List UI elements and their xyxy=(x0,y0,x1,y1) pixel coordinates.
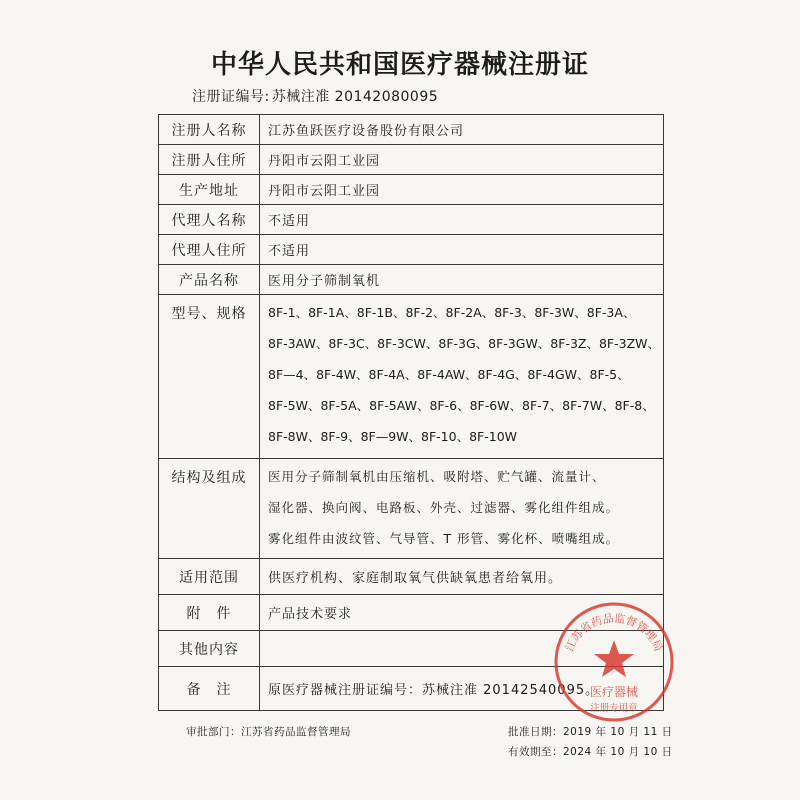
registration-number-label: 注册证编号: xyxy=(192,89,270,105)
row-label-attachment: 附 件 xyxy=(159,595,260,631)
model-line: 8F-1、8F-1A、8F-1B、8F-2、8F-2A、8F-3、8F-3W、8F-3A、 xyxy=(268,305,636,320)
seal-bottom-text: 注册专用章 xyxy=(590,703,638,714)
table-row xyxy=(159,459,664,559)
approval-department: 审批部门：江苏省药品监督管理局 xyxy=(186,726,351,738)
row-label-structure: 结构及组成 xyxy=(159,459,260,559)
table-row xyxy=(159,205,664,235)
document-title: 中华人民共和国医疗器械注册证 xyxy=(210,50,589,80)
row-label-registrant-address: 注册人住所 xyxy=(159,145,260,175)
model-line: 8F—4、8F-4W、8F-4A、8F-4AW、8F-4G、8F-4GW、8F-5、 xyxy=(268,367,630,382)
table-row xyxy=(159,295,664,459)
table-row xyxy=(159,145,664,175)
model-line: 8F-5W、8F-5A、8F-5AW、8F-6、8F-6W、8F-7、8F-7W、8F-8、 xyxy=(268,398,655,413)
row-value-structure xyxy=(260,459,664,559)
structure-line: 湿化器、换向阀、电路板、外壳、过滤器、雾化组件组成。 xyxy=(268,500,620,515)
row-label-agent-name: 代理人名称 xyxy=(159,205,260,235)
row-value-agent-name: 不适用 xyxy=(260,205,664,235)
table-row xyxy=(159,115,664,145)
model-line: 8F-8W、8F-9、8F—9W、8F-10、8F-10W xyxy=(268,429,518,444)
table-row xyxy=(159,175,664,205)
row-label-models: 型号、规格 xyxy=(159,295,260,459)
table-row xyxy=(159,667,664,711)
certificate-table xyxy=(158,114,664,711)
table-row xyxy=(159,235,664,265)
seal-middle-text: 医疗器械 xyxy=(589,685,639,699)
row-value-scope: 供医疗机构、家庭制取氧气供缺氧患者给氧用。 xyxy=(260,559,664,595)
row-value-production-address: 丹阳市云阳工业园 xyxy=(260,175,664,205)
table-row xyxy=(159,265,664,295)
structure-line: 雾化组件由波纹管、气导管、T 形管、雾化杯、喷嘴组成。 xyxy=(268,531,620,546)
row-label-registrant-name: 注册人名称 xyxy=(159,115,260,145)
table-row xyxy=(159,595,664,631)
model-line: 8F-3AW、8F-3C、8F-3CW、8F-3G、8F-3GW、8F-3Z、8F-3ZW、 xyxy=(268,336,661,351)
seal-ring-text: 江苏省药品监督管理局 xyxy=(562,611,666,654)
row-label-agent-address: 代理人住所 xyxy=(159,235,260,265)
row-value-agent-address: 不适用 xyxy=(260,235,664,265)
row-value-registrant-name: 江苏鱼跃医疗设备股份有限公司 xyxy=(260,115,664,145)
row-value-product-name: 医用分子筛制氧机 xyxy=(260,265,664,295)
valid-until-date: 有效期至：2024 年 10 月 10 日 xyxy=(508,746,673,758)
table-row xyxy=(159,559,664,595)
row-value-other xyxy=(260,631,664,667)
table-row xyxy=(159,631,664,667)
registration-number-value: 苏械注准 20142080095 xyxy=(271,89,439,105)
structure-line: 医用分子筛制氧机由压缩机、吸附塔、贮气罐、流量计、 xyxy=(268,469,606,484)
row-value-models xyxy=(260,295,664,459)
row-label-production-address: 生产地址 xyxy=(159,175,260,205)
row-label-other: 其他内容 xyxy=(159,631,260,667)
row-label-remarks: 备 注 xyxy=(159,667,260,711)
approval-date: 批准日期：2019 年 10 月 11 日 xyxy=(508,726,673,738)
row-value-remarks: 原医疗器械注册证编号：苏械注准 20142540095。 xyxy=(260,667,664,711)
registration-number xyxy=(192,86,438,106)
row-value-attachment: 产品技术要求 xyxy=(260,595,664,631)
row-value-registrant-address: 丹阳市云阳工业园 xyxy=(260,145,664,175)
row-label-scope: 适用范围 xyxy=(159,559,260,595)
row-label-product-name: 产品名称 xyxy=(159,265,260,295)
